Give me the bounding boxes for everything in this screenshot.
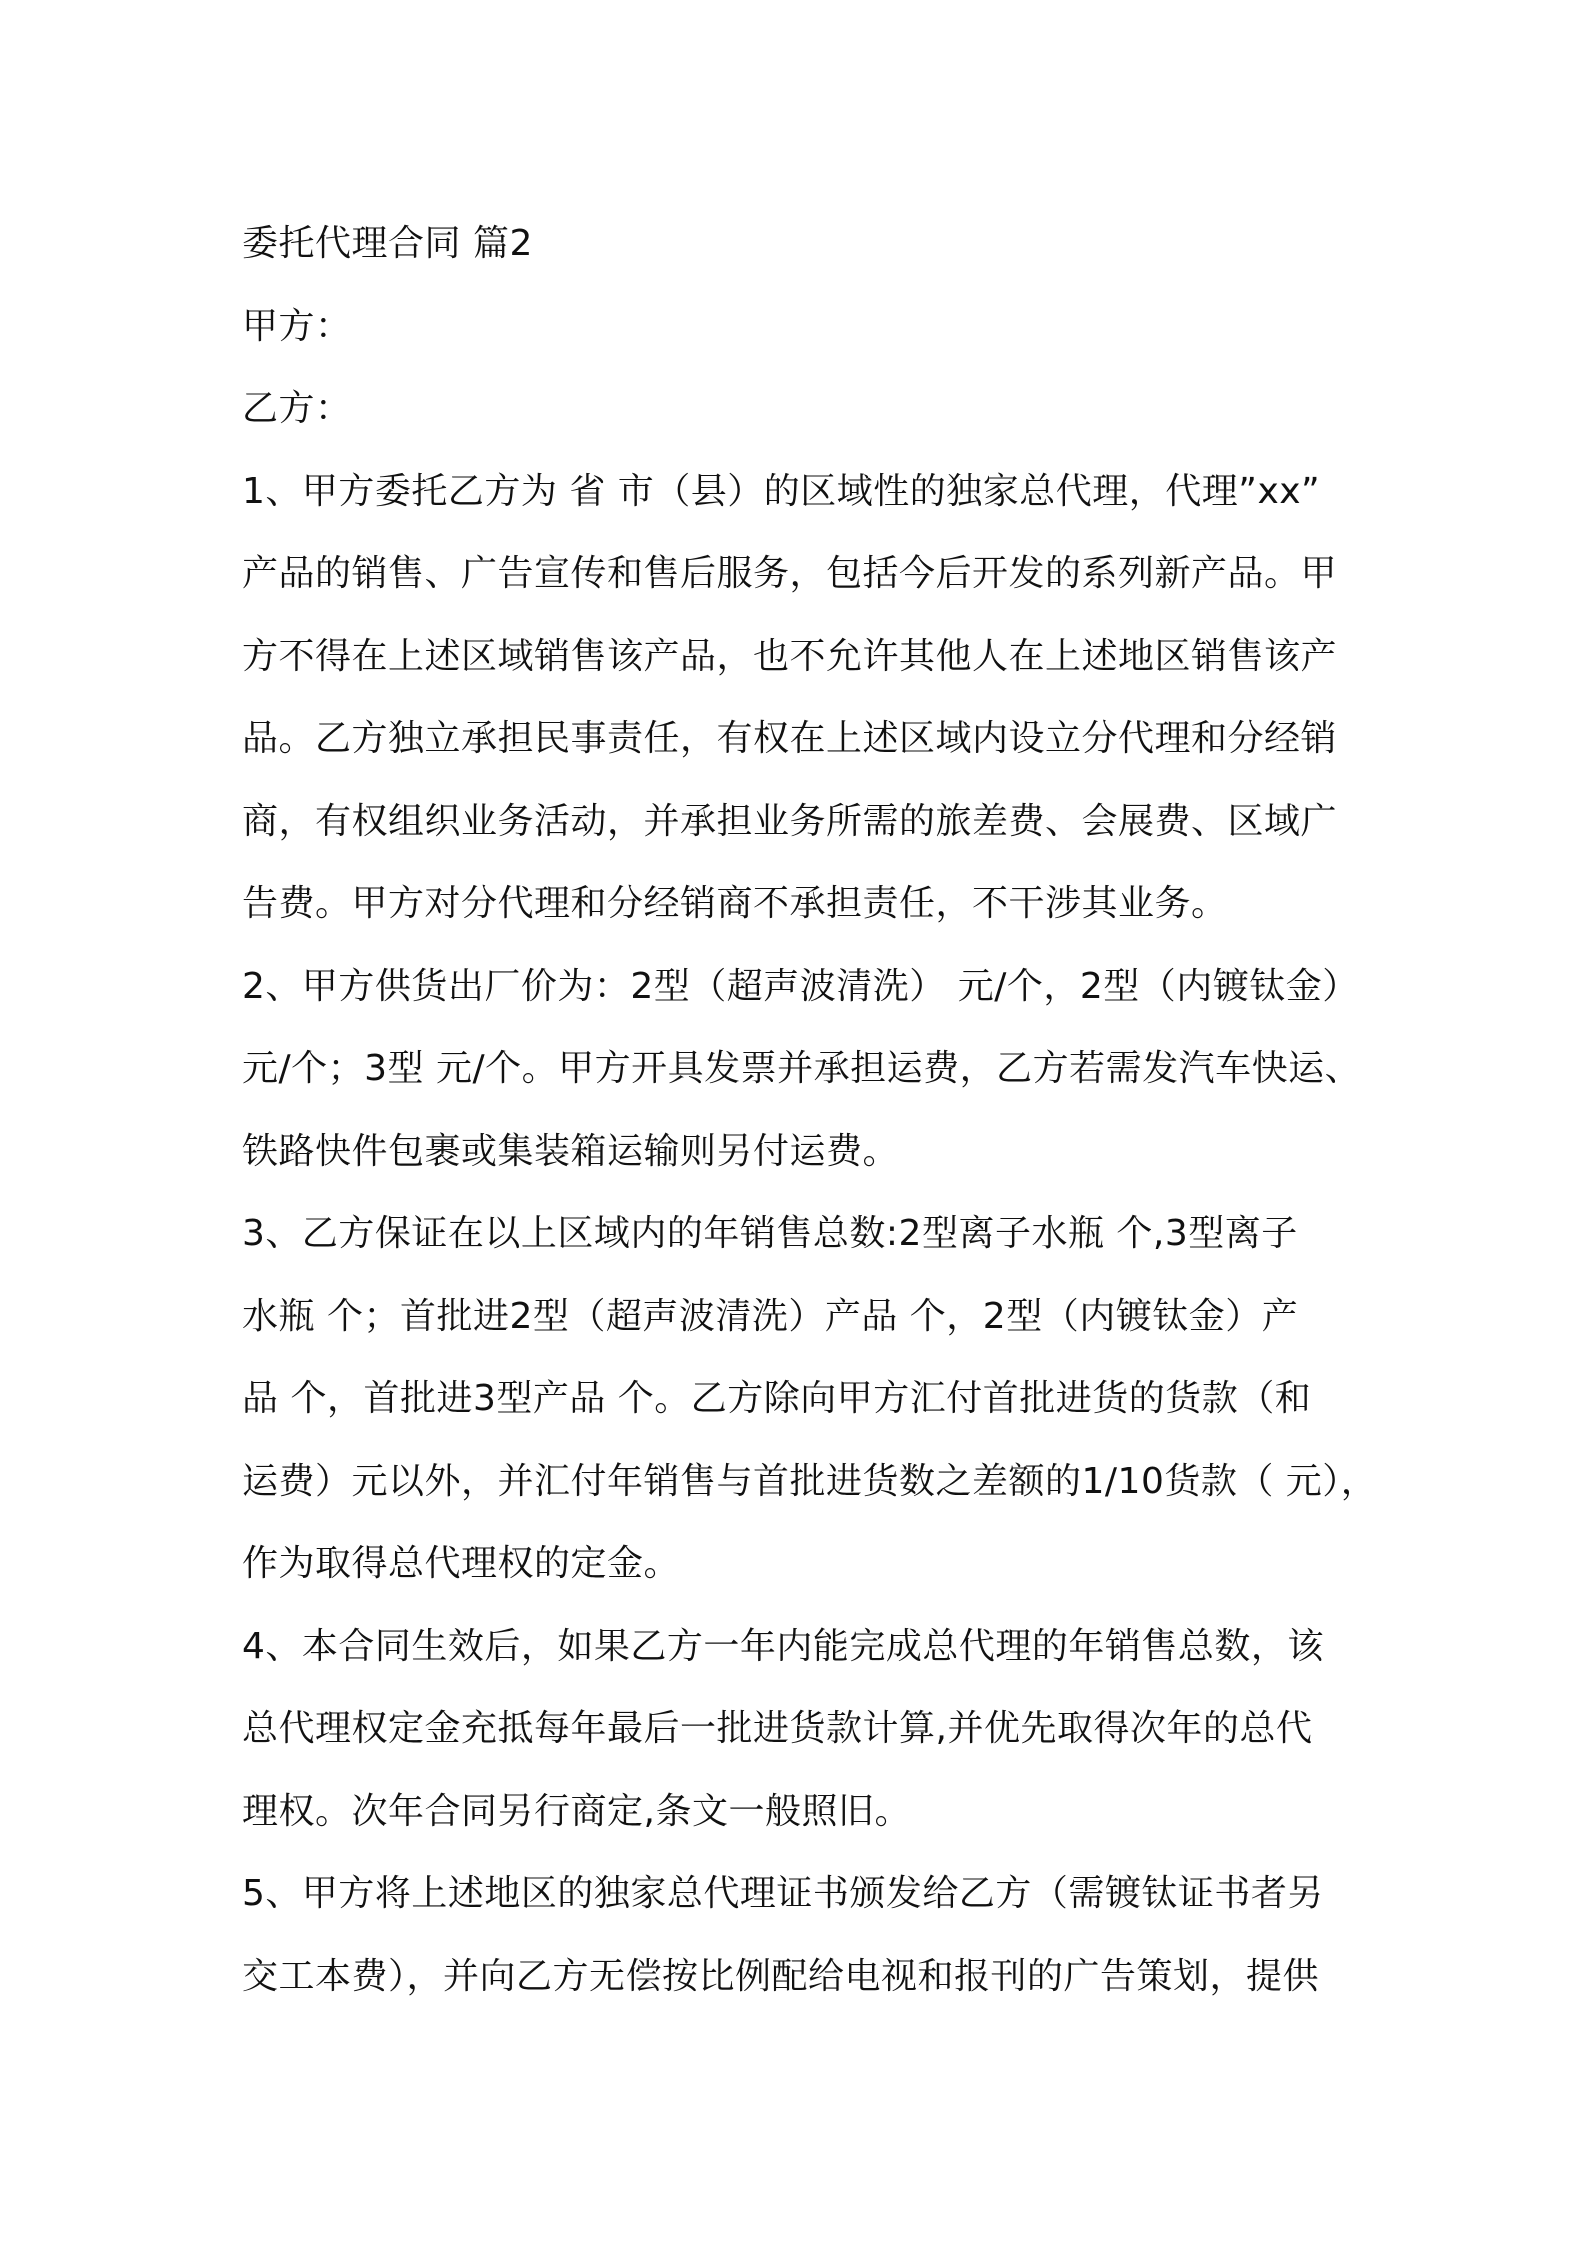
clause-4 bbox=[242, 1606, 1362, 1854]
party-a-label: 甲方： bbox=[242, 305, 352, 347]
clause-line: 5、甲方将上述地区的独家总代理证书颁发给乙方（需镀钛证书者另 bbox=[242, 1873, 1324, 1914]
document-title: 委托代理合同 篇2 bbox=[242, 223, 533, 264]
clause-line: 产品的销售、广告宣传和售后服务，包括今后开发的系列新产品。甲 bbox=[242, 553, 1338, 594]
clause-line: 2、甲方供货出厂价为：2型（超声波清洗） 元/个，2型（内镀钛金） bbox=[242, 965, 1359, 1007]
clause-line: 总代理权定金充抵每年最后一批进货款计算,并优先取得次年的总代 bbox=[242, 1708, 1313, 1749]
clause-2 bbox=[242, 946, 1362, 1194]
clause-line: 铁路快件包裹或集装箱运输则另付运费。 bbox=[242, 1130, 900, 1172]
clause-line: 1、甲方委托乙方为 省 市（县）的区域性的独家总代理，代理”xx” bbox=[242, 470, 1321, 512]
clause-line: 元/个；3型 元/个。甲方开具发票并承担运费，乙方若需发汽车快运、 bbox=[242, 1048, 1362, 1089]
clause-line: 品。乙方独立承担民事责任，有权在上述区域内设立分代理和分经销 bbox=[242, 718, 1338, 759]
clause-line: 告费。甲方对分代理和分经销商不承担责任，不干涉其业务。 bbox=[242, 883, 1228, 924]
clause-line: 理权。次年合同另行商定,条文一般照旧。 bbox=[242, 1790, 911, 1832]
clause-line: 4、本合同生效后，如果乙方一年内能完成总代理的年销售总数，该 bbox=[242, 1625, 1324, 1667]
clause-line: 品 个，首批进3型产品 个。乙方除向甲方汇付首批进货的货款（和 bbox=[242, 1378, 1312, 1419]
clause-line: 方不得在上述区域销售该产品，也不允许其他人在上述地区销售该产 bbox=[242, 635, 1338, 677]
clause-line: 商，有权组织业务活动，并承担业务所需的旅差费、会展费、区域广 bbox=[242, 800, 1338, 842]
clause-line: 运费）元以外，并汇付年销售与首批进货数之差额的1/10货款（ 元）， bbox=[242, 1460, 1378, 1502]
clause-line: 交工本费），并向乙方无偿按比例配给电视和报刊的广告策划，提供 bbox=[242, 1955, 1320, 1997]
party-b-label: 乙方： bbox=[242, 388, 352, 429]
document-body bbox=[242, 203, 1378, 2018]
clause-1 bbox=[242, 451, 1362, 946]
clause-5 bbox=[242, 1853, 1362, 2018]
clause-line: 作为取得总代理权的定金。 bbox=[242, 1543, 681, 1584]
clause-3 bbox=[242, 1193, 1378, 1606]
clause-line: 水瓶 个；首批进2型（超声波清洗）产品 个，2型（内镀钛金）产 bbox=[242, 1295, 1299, 1337]
clause-line: 3、乙方保证在以上区域内的年销售总数:2型离子水瓶 个,3型离子 bbox=[242, 1213, 1298, 1254]
